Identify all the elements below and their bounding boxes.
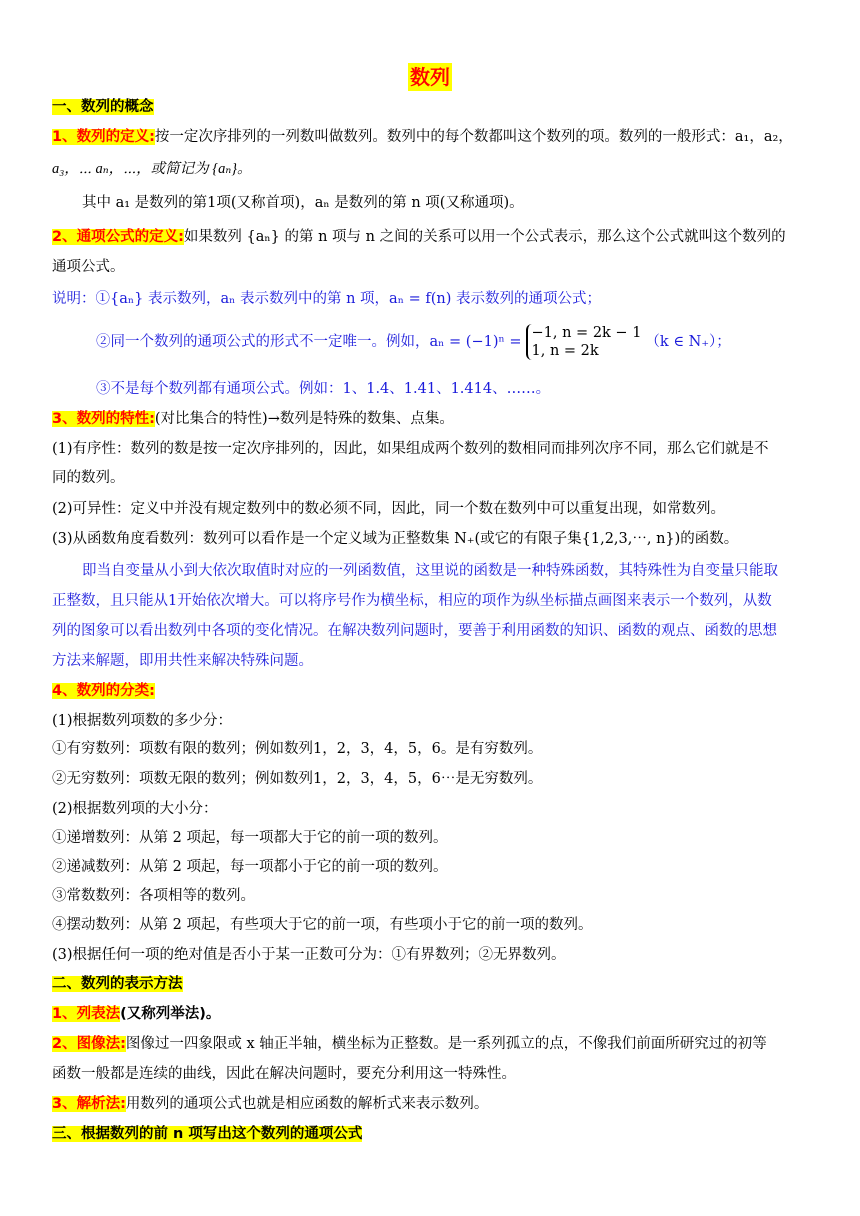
property-1: (1)有序性：数列的数是按一定次序排列的，因此，如果组成两个数列的数相同而排列次序不同，那么它们就是不: [52, 441, 769, 457]
definition-line-2: a₃，⋯ aₙ，⋯，或简记为 {aₙ}。: [52, 161, 252, 177]
classification-2: (2)根据数列项的大小分：: [52, 801, 218, 817]
piecewise-cases: −1, n = 2k − 1 1, n = 2k: [526, 324, 642, 360]
paragraph-line-4: 方法来解题，即用共性来解决特殊问题。: [52, 653, 313, 669]
note-3: ③不是每个数列都有通项公式。例如：1、1.4、1.41、1.414、……。: [96, 381, 551, 397]
definition-line-1: 1、数列的定义:按一定次序排列的一列数叫做数列。数列中的每个数都叫这个数列的项。数列的一般形式：a₁，a₂，: [52, 129, 793, 145]
note-2: ②同一个数列的通项公式的形式不一定唯一。例如，aₙ = (−1)ⁿ = −1, n = 2k − 1 1, n = 2k （k ∈ N₊）；: [96, 325, 731, 359]
method-1: 1、列表法(又称列举法)。: [52, 1006, 221, 1022]
classification-3: (3)根据任何一项的绝对值是否小于某一正数可分为：①有界数列；②无界数列。: [52, 947, 566, 963]
section-1-heading: 一、数列的概念: [52, 99, 154, 115]
properties-heading-line: 3、数列的特性:(对比集合的特性)→数列是特殊的数集、点集。: [52, 411, 454, 427]
method-2-cont: 函数一般都是连续的曲线，因此在解决问题时，要充分利用这一特殊性。: [52, 1066, 516, 1082]
method-3: 3、解析法:用数列的通项公式也就是相应函数的解析式来表示数列。: [52, 1096, 489, 1112]
property-3: (3)从函数角度看数列：数列可以看作是一个定义域为正整数集 N₊(或它的有限子集{1,2,3,⋯, n})的函数。: [52, 531, 739, 547]
property-2: (2)可异性：定义中并没有规定数列中的数必须不同，因此，同一个数在数列中可以重复出现，如常数列。: [52, 501, 726, 517]
classification-1b: ②无穷数列：项数无限的数列；例如数列1，2，3，4，5，6⋯是无穷数列。: [52, 771, 543, 787]
classification-1: (1)根据数列项数的多少分：: [52, 713, 233, 729]
paragraph-line-1: 即当自变量从小到大依次取值时对应的一列函数值，这里说的函数是一种特殊函数，其特殊性为自变量只能取: [82, 563, 778, 579]
classification-heading: 4、数列的分类:: [52, 683, 155, 699]
section-2-heading: 二、数列的表示方法: [52, 976, 183, 992]
paragraph-line-3: 列的图象可以看出数列中各项的变化情况。在解决数列问题时，要善于利用函数的知识、函数的观点、函数的思想: [52, 623, 777, 639]
page-title: 数列: [410, 65, 450, 89]
property-1-cont: 同的数列。: [52, 470, 125, 486]
section-3-heading: 三、根据数列的前 n 项写出这个数列的通项公式: [52, 1126, 363, 1142]
definition-line-3: 其中 a₁ 是数列的第1项(又称首项)，aₙ 是数列的第 n 项(又称通项)。: [82, 195, 524, 211]
classification-2d: ④摆动数列：从第 2 项起，有些项大于它的前一项，有些项小于它的前一项的数列。: [52, 917, 593, 933]
classification-1a: ①有穷数列：项数有限的数列；例如数列1，2，3，4，5，6。是有穷数列。: [52, 741, 543, 757]
paragraph-line-2: 正整数，且只能从1开始依次增大。可以将序号作为横坐标，相应的项作为纵坐标描点画图来表示一个数列，从数: [52, 593, 772, 609]
note-1: 说明：①{aₙ} 表示数列，aₙ 表示数列中的第 n 项，aₙ = f(n) 表示数列的通项公式；: [52, 291, 601, 307]
classification-2a: ①递增数列：从第 2 项起，每一项都大于它的前一项的数列。: [52, 830, 448, 846]
general-term-line-1: 2、通项公式的定义:如果数列 {aₙ} 的第 n 项与 n 之间的关系可以用一个公式表示，那么这个公式就叫这个数列的: [52, 229, 786, 245]
classification-2c: ③常数数列：各项相等的数列。: [52, 888, 255, 904]
classification-2b: ②递减数列：从第 2 项起，每一项都小于它的前一项的数列。: [52, 859, 448, 875]
general-term-line-2: 通项公式。: [52, 259, 125, 275]
method-2: 2、图像法:图像过一四象限或 x 轴正半轴，横坐标为正整数。是一系列孤立的点，不像我们前面所研究过的初等: [52, 1036, 767, 1052]
